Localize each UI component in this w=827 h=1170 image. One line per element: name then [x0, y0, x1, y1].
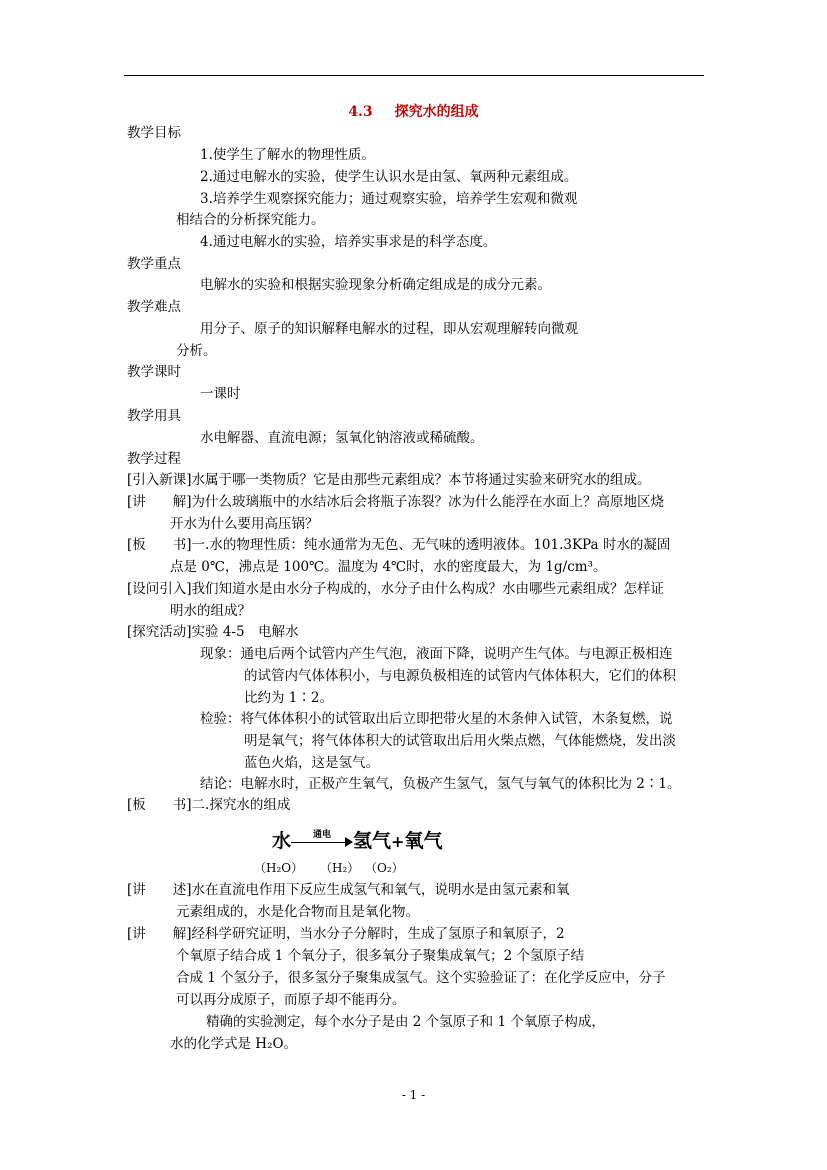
board-paragraph-1-cont: 点是 0℃，沸点是 100℃。温度为 4℃时，水的密度最大，为 1g/cm³。	[170, 559, 607, 575]
activity-heading: [探究活动]实验 4-5 电解水	[127, 624, 299, 640]
equation-product-hydrogen: 氢气	[353, 830, 392, 852]
board-paragraph-2: [板 书]二.探究水的组成	[127, 797, 291, 813]
key-points-text: 电解水的实验和根据实验现象分析确定组成是的成分元素。	[200, 277, 551, 293]
heading-key-points: 教学重点	[127, 256, 181, 272]
explain-paragraph-1: [讲 解]为什么玻璃瓶中的水结冰后会将瓶子冻裂？冰为什么能浮在水面上？高原地区烧	[127, 494, 665, 510]
test-text-cont-1: 明是氧气；将气体体积大的试管取出后用火柴点燃，气体能燃烧，发出淡	[244, 733, 676, 749]
objective-1: 1.使学生了解水的物理性质。	[200, 147, 375, 163]
conclusion-text: 结论：电解水时，正极产生氧气，负极产生氢气，氢气与氧气的体积比为 2∶1。	[200, 776, 681, 792]
explain-paragraph-2: [讲 解]经科学研究证明，当水分子分解时，生成了氢原子和氧原子，2	[127, 926, 565, 942]
test-text: 检验：将气体体积小的试管取出后立即把带火星的木条伸入试管，木条复燃，说	[200, 711, 673, 727]
intro-paragraph: [引入新课]水属于哪一类物质？它是由那些元素组成？本节将通过实验来研究水的组成。	[127, 472, 651, 488]
heading-objectives: 教学目标	[127, 125, 181, 141]
difficulties-text-cont: 分析。	[176, 343, 217, 359]
formula-hydrogen: （H₂）	[320, 861, 360, 875]
section-title-text: 探究水的组成	[394, 104, 479, 120]
objective-3-cont: 相结合的分析探究能力。	[176, 212, 325, 228]
statement-paragraph: [讲 述]水在直流电作用下反应生成氢气和氧气，说明水是由氢元素和氧	[127, 882, 570, 898]
objective-2: 2.通过电解水的实验，使学生认识水是由氢、氧两种元素组成。	[200, 169, 578, 185]
heading-difficulties: 教学难点	[127, 299, 181, 315]
formula-oxygen: （O₂）	[365, 861, 404, 875]
section-title	[0, 101, 827, 121]
statement-paragraph-cont: 元素组成的，水是化合物而且是氧化物。	[176, 904, 419, 920]
heading-class-hours: 教学课时	[127, 364, 181, 380]
heading-materials: 教学用具	[127, 408, 181, 424]
heading-process: 教学过程	[127, 451, 181, 467]
formula-water: （H₂O）	[254, 861, 304, 875]
electrolysis-equation	[272, 826, 442, 853]
phenomenon-text: 现象：通电后两个试管内产生气泡，液面下降，说明产生气体。与电源正极相连	[200, 646, 673, 662]
question-paragraph: [设问引入]我们知道水是由水分子构成的，水分子由什么构成？水由哪些元素组成？怎样证	[127, 581, 665, 597]
reaction-arrow-icon	[291, 831, 353, 853]
explain-paragraph-2-cont-1: 个氧原子结合成 1 个氧分子，很多氧分子聚集成氧气；2 个氢原子结	[176, 948, 585, 964]
reaction-condition: 通电	[313, 830, 332, 840]
explain-paragraph-2-cont-3: 可以再分成原子，而原子却不能再分。	[176, 992, 406, 1008]
objective-4: 4.通过电解水的实验，培养实事求是的科学态度。	[200, 234, 497, 250]
materials-text: 水电解器、直流电源；氢氧化钠溶液或稀硫酸。	[200, 430, 484, 446]
section-number: 4.3	[348, 104, 373, 120]
page-number: - 1 -	[401, 1088, 426, 1102]
question-paragraph-cont: 明水的组成？	[170, 603, 251, 619]
measurement-paragraph-cont: 水的化学式是 H₂O。	[170, 1036, 298, 1052]
phenomenon-text-cont-2: 比约为 1∶2。	[244, 690, 333, 706]
equation-reactant: 水	[272, 830, 292, 852]
measurement-paragraph: 精确的实验测定，每个水分子是由 2 个氢原子和 1 个氧原子构成，	[206, 1014, 605, 1030]
class-hours-text: 一课时	[200, 386, 241, 402]
objective-3: 3.培养学生观察探究能力；通过观察实验，培养学生宏观和微观	[200, 191, 578, 207]
explain-paragraph-2-cont-2: 合成 1 个氢分子，很多氢分子聚集成氢气。这个实验验证了：在化学反应中，分子	[176, 970, 666, 986]
board-paragraph-1: [板 书]一.水的物理性质：纯水通常为无色、无气味的透明液体。101.3KPa 时水的凝固	[127, 537, 671, 553]
explain-paragraph-1-cont: 开水为什么要用高压锅？	[170, 516, 319, 532]
equation-product-oxygen: 氧气	[404, 830, 443, 852]
phenomenon-text-cont-1: 的试管内气体体积小，与电源负极相连的试管内气体体积大，它们的体积	[244, 668, 676, 684]
header-rule	[124, 75, 704, 76]
difficulties-text: 用分子、原子的知识解释电解水的过程，即从宏观理解转向微观	[200, 321, 578, 337]
equation-plus: +	[391, 832, 405, 851]
test-text-cont-2: 蓝色火焰，这是氢气。	[244, 755, 379, 771]
